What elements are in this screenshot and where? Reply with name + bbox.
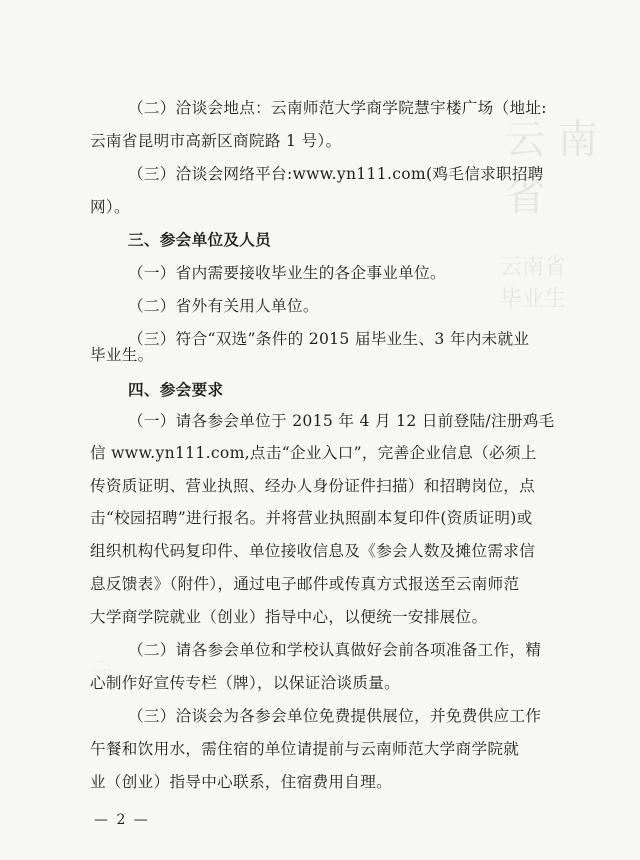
requirement-1-line-1: （一）请各参会单位于 2015 年 4 月 12 日前登陆/注册鸡毛: [128, 412, 555, 430]
platform-line-2: 网）。: [90, 198, 130, 216]
requirement-1-line-4: 击“校园招聘”进行报名。并将营业执照副本复印件(资质证明)或: [90, 509, 533, 527]
section-heading-3: 三、参会单位及人员: [128, 231, 272, 249]
requirement-2-line-2: 心制作好宣传专栏（牌），以保证洽谈质量。: [90, 674, 401, 692]
requirement-1-line-7: 大学商学院就业（创业）指导中心，以便统一安排展位。: [90, 608, 488, 626]
requirement-1-line-3: 传资质证明、营业执照、经办人身份证件扫描）和招聘岗位，点: [90, 477, 536, 495]
participant-item-3-line-1: （三）符合“双选”条件的 2015 届毕业生、3 年内未就业: [128, 330, 530, 348]
requirement-2-line-1: （二）请各参会单位和学校认真做好会前各项准备工作，精: [128, 641, 542, 659]
requirement-1-line-6: 息反馈表》（附件），通过电子邮件或传真方式报送至云南师范: [90, 575, 520, 593]
requirement-1-line-2: 信 www.yn111.com,点击“企业入口”，完善企业信息（必须上: [90, 444, 537, 462]
bleed-through-mark: 云南省: [500, 255, 567, 280]
requirement-3-line-3: 业（创业）指导中心联系，住宿费用自理。: [90, 773, 392, 791]
venue-line-1: （二）洽谈会地点：云南师范大学商学院慧宇楼广场（地址:: [128, 99, 547, 117]
section-heading-4: 四、参会要求: [128, 381, 224, 399]
bleed-through-mark: 云 南 省: [505, 117, 598, 220]
page-number: — 2 —: [94, 812, 150, 828]
requirement-1-line-5: 组织机构代码复印件、单位接收信息及《参会人数及摊位需求信: [90, 542, 536, 560]
platform-line-1: （三）洽谈会网络平台:www.yn111.com(鸡毛信求职招聘: [128, 165, 544, 183]
participant-item-1: （一）省内需要接收毕业生的各企事业单位。: [128, 264, 446, 282]
participant-item-3-line-2: 毕业生。: [90, 346, 154, 364]
requirement-3-line-1: （三）洽谈会为各参会单位免费提供展位，并免费供应工作: [128, 707, 542, 725]
bleed-through-mark: 二、: [92, 657, 123, 675]
requirement-3-line-2: 午餐和饮用水，需住宿的单位请提前与云南师范大学商学院就: [90, 740, 520, 758]
venue-line-2: 云南省昆明市高新区商院路 1 号）。: [90, 132, 342, 150]
participant-item-2: （二）省外有关用人单位。: [128, 297, 319, 315]
bleed-through-mark: 毕业生: [500, 287, 567, 312]
